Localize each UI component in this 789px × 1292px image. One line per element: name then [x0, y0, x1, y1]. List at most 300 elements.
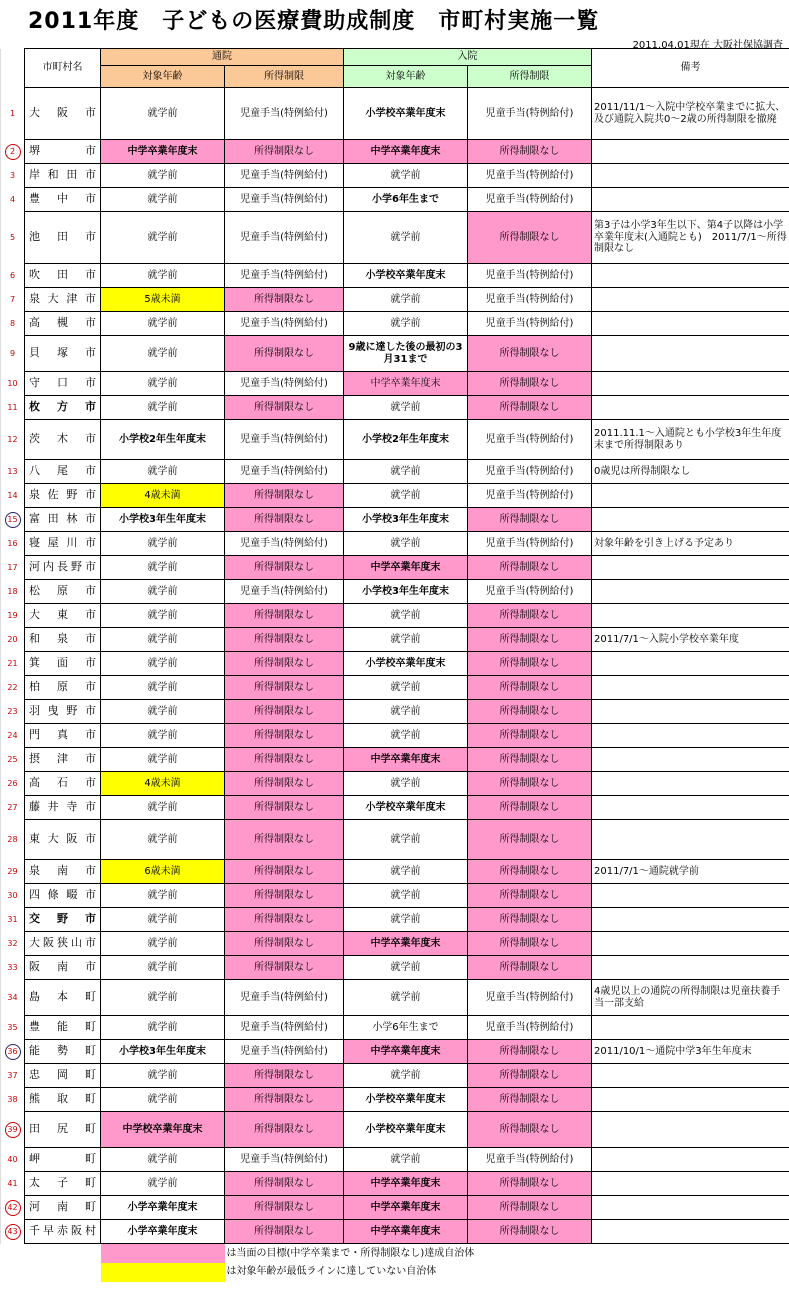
nyuin-age: 中学卒業年度末	[344, 1220, 468, 1244]
tsuin-income: 児童手当(特例給付)	[225, 980, 344, 1016]
legend-pink-swatch	[101, 1244, 225, 1263]
nyuin-age: 小学校2年生年度末	[344, 420, 468, 460]
row-number	[1, 1196, 25, 1220]
note-cell	[592, 652, 789, 676]
tsuin-income: 所得制限なし	[225, 860, 344, 884]
table-row	[1, 1064, 789, 1088]
row-number	[1, 484, 25, 508]
tsuin-age: 就学前	[101, 700, 225, 724]
row-number-label: 36	[5, 1044, 21, 1060]
nyuin-age: 就学前	[344, 700, 468, 724]
row-number	[1, 604, 25, 628]
header-tsuin: 通院	[101, 49, 344, 66]
nyuin-income: 所得制限なし	[468, 908, 592, 932]
row-number	[1, 700, 25, 724]
table-row	[1, 264, 789, 288]
table-row	[1, 884, 789, 908]
tsuin-income: 所得制限なし	[225, 1088, 344, 1112]
nyuin-age: 就学前	[344, 460, 468, 484]
table-row	[1, 1016, 789, 1040]
nyuin-income: 児童手当(特例給付)	[468, 1148, 592, 1172]
tsuin-age: 就学前	[101, 980, 225, 1016]
tsuin-income: 所得制限なし	[225, 508, 344, 532]
note-cell	[592, 1112, 789, 1148]
table-row	[1, 420, 789, 460]
tsuin-income: 児童手当(特例給付)	[225, 164, 344, 188]
row-number	[1, 1172, 25, 1196]
city-name: 八尾市	[25, 460, 101, 484]
tsuin-income: 所得制限なし	[225, 336, 344, 372]
row-number	[1, 372, 25, 396]
table-row	[1, 312, 789, 336]
row-number-label: 40	[7, 1154, 18, 1164]
table-row	[1, 724, 789, 748]
nyuin-age: 就学前	[344, 1064, 468, 1088]
row-number-label: 22	[7, 682, 18, 692]
tsuin-age: 就学前	[101, 532, 225, 556]
row-number	[1, 1088, 25, 1112]
nyuin-age: 中学卒業年度末	[344, 748, 468, 772]
row-number-label: 4	[9, 194, 16, 204]
tsuin-age: 就学前	[101, 884, 225, 908]
table-row	[1, 956, 789, 980]
table-row	[1, 460, 789, 484]
row-number	[1, 796, 25, 820]
note-cell	[592, 820, 789, 860]
nyuin-age: 就学前	[344, 820, 468, 860]
row-number	[1, 312, 25, 336]
row-number-label: 10	[7, 378, 18, 388]
tsuin-income: 所得制限なし	[225, 676, 344, 700]
tsuin-income: 所得制限なし	[225, 396, 344, 420]
tsuin-income: 所得制限なし	[225, 1112, 344, 1148]
nyuin-age: 小学校卒業年度末	[344, 88, 468, 140]
city-name: 豊能町	[25, 1016, 101, 1040]
tsuin-income: 児童手当(特例給付)	[225, 1148, 344, 1172]
city-name: 大阪狭山市	[25, 932, 101, 956]
tsuin-age: 就学前	[101, 556, 225, 580]
tsuin-income: 児童手当(特例給付)	[225, 312, 344, 336]
table-row	[1, 532, 789, 556]
nyuin-age: 就学前	[344, 1148, 468, 1172]
city-name: 熊取町	[25, 1088, 101, 1112]
tsuin-age: 就学前	[101, 604, 225, 628]
row-number-label: 19	[7, 610, 18, 620]
row-number	[1, 676, 25, 700]
city-name: 島本町	[25, 980, 101, 1016]
city-name: 吹田市	[25, 264, 101, 288]
tsuin-income: 所得制限なし	[225, 908, 344, 932]
tsuin-income: 所得制限なし	[225, 700, 344, 724]
nyuin-income: 児童手当(特例給付)	[468, 312, 592, 336]
nyuin-age: 就学前	[344, 676, 468, 700]
nyuin-income: 所得制限なし	[468, 336, 592, 372]
note-cell	[592, 604, 789, 628]
nyuin-age: 就学前	[344, 396, 468, 420]
tsuin-income: 所得制限なし	[225, 724, 344, 748]
tsuin-income: 所得制限なし	[225, 772, 344, 796]
nyuin-income: 所得制限なし	[468, 860, 592, 884]
note-cell	[592, 1016, 789, 1040]
nyuin-income: 所得制限なし	[468, 1040, 592, 1064]
table-row	[1, 212, 789, 264]
tsuin-age: 5歳未満	[101, 288, 225, 312]
row-number-label: 34	[7, 992, 18, 1002]
table-row	[1, 1040, 789, 1064]
nyuin-age: 小学校卒業年度末	[344, 264, 468, 288]
row-number	[1, 580, 25, 604]
city-name: 泉佐野市	[25, 484, 101, 508]
tsuin-income: 児童手当(特例給付)	[225, 420, 344, 460]
header-tsuin-income: 所得制限	[225, 66, 344, 88]
city-name: 貝塚市	[25, 336, 101, 372]
tsuin-age: 就学前	[101, 956, 225, 980]
nyuin-income: 児童手当(特例給付)	[468, 264, 592, 288]
row-number-label: 1	[9, 108, 16, 118]
tsuin-income: 児童手当(特例給付)	[225, 532, 344, 556]
row-number-label: 14	[7, 490, 18, 500]
nyuin-income: 所得制限なし	[468, 628, 592, 652]
header-tsuin-age: 対象年齢	[101, 66, 225, 88]
nyuin-age: 就学前	[344, 980, 468, 1016]
city-name: 枚方市	[25, 396, 101, 420]
tsuin-age: 就学前	[101, 724, 225, 748]
table-row	[1, 1172, 789, 1196]
tsuin-age: 4歳未満	[101, 484, 225, 508]
tsuin-age: 就学前	[101, 396, 225, 420]
row-number	[1, 532, 25, 556]
tsuin-age: 小学校2年生年度末	[101, 420, 225, 460]
nyuin-income: 所得制限なし	[468, 396, 592, 420]
nyuin-age: 中学卒業年度末	[344, 140, 468, 164]
row-number	[1, 1064, 25, 1088]
city-name: 大東市	[25, 604, 101, 628]
row-number-label: 18	[7, 586, 18, 596]
row-number	[1, 1040, 25, 1064]
nyuin-income: 所得制限なし	[468, 1112, 592, 1148]
nyuin-income: 所得制限なし	[468, 1088, 592, 1112]
nyuin-age: 就学前	[344, 164, 468, 188]
tsuin-income: 所得制限なし	[225, 748, 344, 772]
row-number-label: 35	[7, 1022, 18, 1032]
city-name: 羽曳野市	[25, 700, 101, 724]
city-name: 忠岡町	[25, 1064, 101, 1088]
tsuin-age: 中学校卒業年度末	[101, 1112, 225, 1148]
city-name: 能勢町	[25, 1040, 101, 1064]
nyuin-age: 就学前	[344, 884, 468, 908]
row-number-label: 8	[9, 318, 16, 328]
tsuin-age: 就学前	[101, 460, 225, 484]
tsuin-age: 就学前	[101, 212, 225, 264]
nyuin-income: 児童手当(特例給付)	[468, 420, 592, 460]
note-cell	[592, 676, 789, 700]
nyuin-age: 小学6年生まで	[344, 1016, 468, 1040]
tsuin-income: 所得制限なし	[225, 1196, 344, 1220]
nyuin-age: 就学前	[344, 532, 468, 556]
city-name: 東大阪市	[25, 820, 101, 860]
tsuin-income: 児童手当(特例給付)	[225, 1040, 344, 1064]
tsuin-income: 所得制限なし	[225, 1172, 344, 1196]
city-name: 寝屋川市	[25, 532, 101, 556]
nyuin-age: 就学前	[344, 288, 468, 312]
nyuin-age: 小学校卒業年度末	[344, 796, 468, 820]
nyuin-income: 児童手当(特例給付)	[468, 580, 592, 604]
nyuin-income: 所得制限なし	[468, 700, 592, 724]
note-cell	[592, 508, 789, 532]
table-row	[1, 164, 789, 188]
note-cell	[592, 748, 789, 772]
note-cell: 4歳児以上の通院の所得制限は児童扶養手当一部支給	[592, 980, 789, 1016]
table-row	[1, 1148, 789, 1172]
header-nyuin-income: 所得制限	[468, 66, 592, 88]
nyuin-age: 中学卒業年度末	[344, 556, 468, 580]
nyuin-income: 所得制限なし	[468, 748, 592, 772]
tsuin-age: 就学前	[101, 372, 225, 396]
tsuin-income: 所得制限なし	[225, 652, 344, 676]
table-row	[1, 860, 789, 884]
tsuin-income: 児童手当(特例給付)	[225, 1016, 344, 1040]
survey-date: 2011.04.01現在 大阪社保協調査	[632, 40, 783, 51]
tsuin-age: 就学前	[101, 796, 225, 820]
tsuin-age: 就学前	[101, 1172, 225, 1196]
tsuin-age: 就学前	[101, 628, 225, 652]
row-number	[1, 212, 25, 264]
note-cell	[592, 140, 789, 164]
table-row	[1, 1112, 789, 1148]
row-number	[1, 652, 25, 676]
row-number-label: 12	[7, 434, 18, 444]
note-cell: 2011.11.1～入通院とも小学校3年生年度末まで所得制限あり	[592, 420, 789, 460]
nyuin-income: 児童手当(特例給付)	[468, 288, 592, 312]
tsuin-income: 所得制限なし	[225, 628, 344, 652]
row-number-label: 42	[5, 1200, 21, 1216]
row-number	[1, 1112, 25, 1148]
tsuin-age: 6歳未満	[101, 860, 225, 884]
row-number-label: 5	[9, 232, 16, 242]
legend-yellow-text: は対象年齢が最低ラインに達していない自治体	[226, 1266, 437, 1278]
nyuin-age: 就学前	[344, 484, 468, 508]
tsuin-income: 所得制限なし	[225, 556, 344, 580]
city-name: 松原市	[25, 580, 101, 604]
nyuin-age: 就学前	[344, 212, 468, 264]
note-cell	[592, 884, 789, 908]
nyuin-income: 所得制限なし	[468, 820, 592, 860]
note-cell	[592, 580, 789, 604]
row-number-label: 33	[7, 962, 18, 972]
nyuin-income: 所得制限なし	[468, 556, 592, 580]
row-number-label: 7	[9, 294, 16, 304]
nyuin-age: 小学校卒業年度末	[344, 1112, 468, 1148]
tsuin-income: 児童手当(特例給付)	[225, 88, 344, 140]
tsuin-income: 児童手当(特例給付)	[225, 212, 344, 264]
note-cell	[592, 724, 789, 748]
table-row	[1, 88, 789, 140]
city-name: 箕面市	[25, 652, 101, 676]
note-cell	[592, 1088, 789, 1112]
row-number	[1, 420, 25, 460]
note-cell: 第3子は小学3年生以下、第4子以降は小学卒業年度末(入通院とも) 2011/7/1～所得制限なし	[592, 212, 789, 264]
city-name: 藤井寺市	[25, 796, 101, 820]
table-row	[1, 604, 789, 628]
city-name: 摂津市	[25, 748, 101, 772]
row-number-label: 37	[7, 1070, 18, 1080]
nyuin-income: 所得制限なし	[468, 1064, 592, 1088]
nyuin-income: 所得制限なし	[468, 372, 592, 396]
row-number-label: 13	[7, 466, 18, 476]
row-number-label: 41	[7, 1178, 18, 1188]
row-number-label: 21	[7, 658, 18, 668]
table-row	[1, 908, 789, 932]
note-cell	[592, 908, 789, 932]
row-number-label: 32	[7, 938, 18, 948]
nyuin-age: 就学前	[344, 312, 468, 336]
tsuin-age: 就学前	[101, 164, 225, 188]
header-num-blank	[1, 49, 25, 88]
header-nyuin-age: 対象年齢	[344, 66, 468, 88]
nyuin-income: 児童手当(特例給付)	[468, 188, 592, 212]
tsuin-income: 所得制限なし	[225, 1220, 344, 1244]
nyuin-age: 小学6年生まで	[344, 188, 468, 212]
nyuin-income: 児童手当(特例給付)	[468, 1016, 592, 1040]
row-number-label: 28	[7, 834, 18, 844]
nyuin-income: 所得制限なし	[468, 140, 592, 164]
nyuin-age: 就学前	[344, 604, 468, 628]
table-row	[1, 1220, 789, 1244]
tsuin-income: 所得制限なし	[225, 796, 344, 820]
tsuin-income: 児童手当(特例給付)	[225, 372, 344, 396]
nyuin-income: 所得制限なし	[468, 604, 592, 628]
note-cell: 2011/10/1～通院中学3年生年度末	[592, 1040, 789, 1064]
note-cell	[592, 336, 789, 372]
header-nyuin: 入院	[344, 49, 592, 66]
row-number-label: 25	[7, 754, 18, 764]
city-name: 池田市	[25, 212, 101, 264]
row-number	[1, 724, 25, 748]
nyuin-income: 所得制限なし	[468, 652, 592, 676]
tsuin-age: 就学前	[101, 932, 225, 956]
row-number-label: 26	[7, 778, 18, 788]
note-cell	[592, 312, 789, 336]
row-number	[1, 628, 25, 652]
city-name: 河内長野市	[25, 556, 101, 580]
city-name: 交野市	[25, 908, 101, 932]
note-cell	[592, 796, 789, 820]
tsuin-age: 中学卒業年度末	[101, 140, 225, 164]
row-number-label: 15	[5, 512, 21, 528]
row-number-label: 3	[9, 170, 16, 180]
city-name: 守口市	[25, 372, 101, 396]
nyuin-age: 就学前	[344, 724, 468, 748]
legend-yellow-swatch	[101, 1263, 225, 1282]
city-name: 田尻町	[25, 1112, 101, 1148]
row-number-label: 11	[7, 402, 18, 412]
nyuin-age: 9歳に達した後の最初の3月31まで	[344, 336, 468, 372]
row-number-label: 23	[7, 706, 18, 716]
row-number	[1, 460, 25, 484]
row-number	[1, 1148, 25, 1172]
row-number	[1, 1220, 25, 1244]
tsuin-age: 就学前	[101, 676, 225, 700]
tsuin-age: 小学卒業年度末	[101, 1220, 225, 1244]
table-row	[1, 508, 789, 532]
tsuin-age: 就学前	[101, 748, 225, 772]
tsuin-income: 所得制限なし	[225, 140, 344, 164]
tsuin-age: 就学前	[101, 1064, 225, 1088]
row-number	[1, 264, 25, 288]
note-cell	[592, 1172, 789, 1196]
row-number-label: 30	[7, 890, 18, 900]
nyuin-income: 所得制限なし	[468, 1196, 592, 1220]
nyuin-income: 児童手当(特例給付)	[468, 460, 592, 484]
table-row	[1, 140, 789, 164]
page-title: 2011年度 子どもの医療費助成制度 市町村実施一覧	[28, 9, 600, 34]
table-row	[1, 796, 789, 820]
nyuin-age: 小学校卒業年度末	[344, 652, 468, 676]
nyuin-income: 児童手当(特例給付)	[468, 980, 592, 1016]
note-cell	[592, 372, 789, 396]
nyuin-income: 所得制限なし	[468, 1220, 592, 1244]
row-number	[1, 288, 25, 312]
table-row	[1, 980, 789, 1016]
row-number-label: 16	[7, 538, 18, 548]
subsidy-table	[0, 48, 789, 1282]
tsuin-age: 4歳未満	[101, 772, 225, 796]
note-cell	[592, 1196, 789, 1220]
table-row	[1, 188, 789, 212]
row-number	[1, 140, 25, 164]
row-number	[1, 1016, 25, 1040]
row-number	[1, 884, 25, 908]
nyuin-income: 児童手当(特例給付)	[468, 532, 592, 556]
tsuin-income: 所得制限なし	[225, 884, 344, 908]
city-name: 豊中市	[25, 188, 101, 212]
row-number-label: 2	[5, 144, 21, 160]
table-row	[1, 1088, 789, 1112]
note-cell	[592, 188, 789, 212]
table-row	[1, 396, 789, 420]
table-row	[1, 676, 789, 700]
nyuin-age: 中学卒業年度末	[344, 1172, 468, 1196]
tsuin-age: 小学校3年生年度末	[101, 1040, 225, 1064]
note-cell	[592, 1064, 789, 1088]
row-number	[1, 820, 25, 860]
note-cell: 2011/7/1～入院小学校卒業年度	[592, 628, 789, 652]
city-name: 泉南市	[25, 860, 101, 884]
tsuin-age: 就学前	[101, 1148, 225, 1172]
city-name: 大阪市	[25, 88, 101, 140]
note-cell	[592, 700, 789, 724]
tsuin-income: 所得制限なし	[225, 932, 344, 956]
nyuin-age: 就学前	[344, 956, 468, 980]
row-number-label: 39	[5, 1122, 21, 1138]
row-number-label: 43	[5, 1224, 21, 1240]
city-name: 四條畷市	[25, 884, 101, 908]
tsuin-income: 児童手当(特例給付)	[225, 188, 344, 212]
tsuin-income: 所得制限なし	[225, 604, 344, 628]
nyuin-income: 所得制限なし	[468, 1172, 592, 1196]
note-cell	[592, 556, 789, 580]
city-name: 岬町	[25, 1148, 101, 1172]
note-cell	[592, 1148, 789, 1172]
row-number-label: 38	[7, 1094, 18, 1104]
city-name: 高槻市	[25, 312, 101, 336]
row-number	[1, 956, 25, 980]
row-number-label: 20	[7, 634, 18, 644]
tsuin-income: 所得制限なし	[225, 288, 344, 312]
city-name: 堺市	[25, 140, 101, 164]
city-name: 高石市	[25, 772, 101, 796]
row-number	[1, 772, 25, 796]
